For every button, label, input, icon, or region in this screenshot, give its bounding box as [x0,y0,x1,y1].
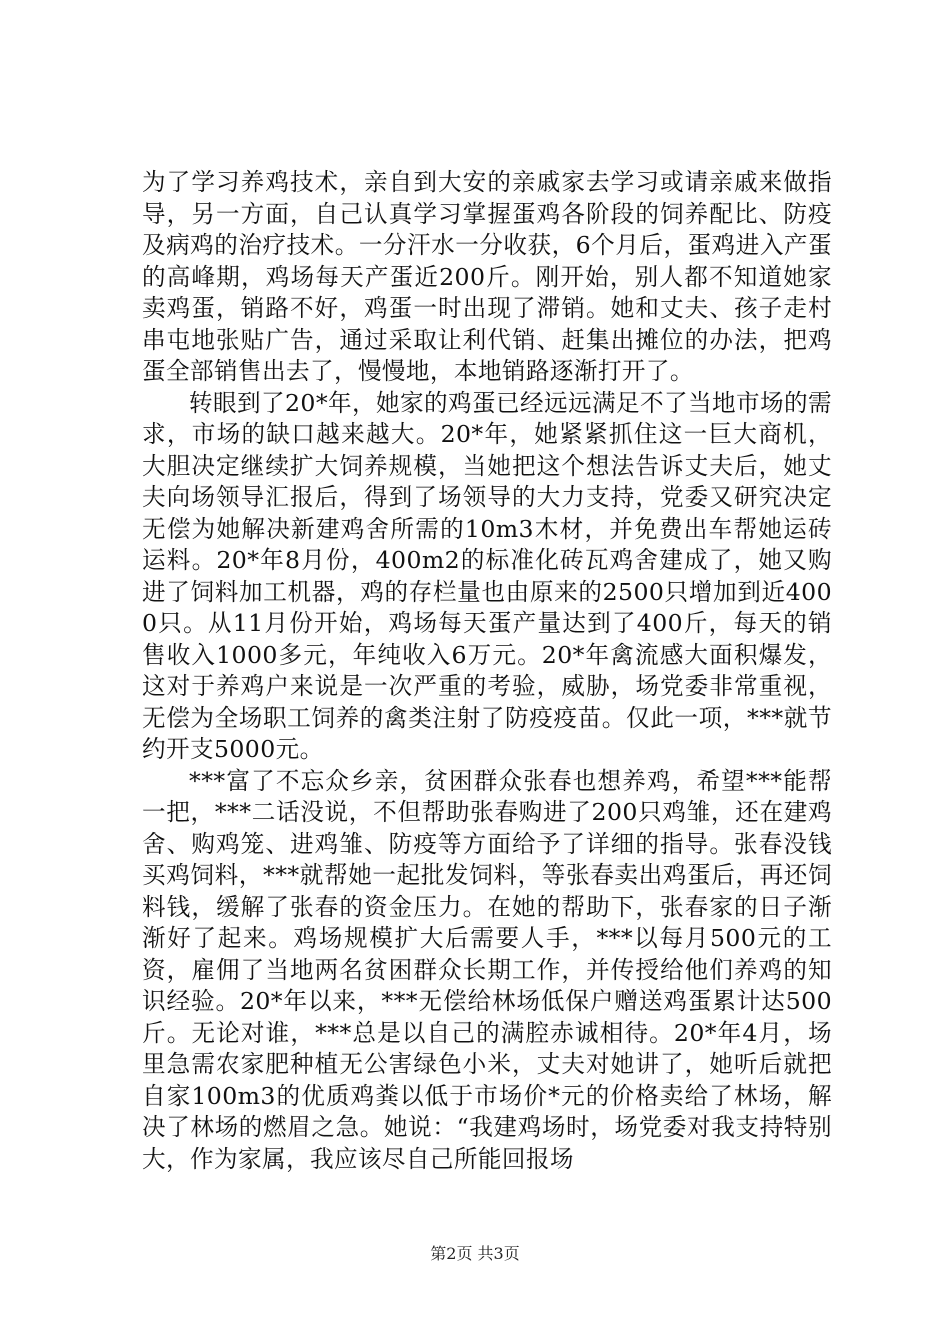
paragraph-1: 为了学习养鸡技术，亲自到大安的亲戚家去学习或请亲戚来做指导，另一方面，自己认真学习掌握蛋鸡各阶段的饲养配比、防疫及病鸡的治疗技术。一分汗水一分收获，6个月后，蛋鸡进入产蛋的高峰期，鸡场每天产蛋近200斤。刚开始，别人都不知道她家卖鸡蛋，销路不好，鸡蛋一时出现了滞销。她和丈夫、孩子走村串屯地张贴广告，通过采取让利代销、赶集出摊位的办法，把鸡蛋全部销售出去了，慢慢地，本地销路逐渐打开了。 [142,168,832,385]
page-number-footer: 第2页 共3页 [430,1244,520,1263]
paragraph-2: 转眼到了20*年，她家的鸡蛋已经远远满足不了当地市场的需求，市场的缺口越来越大。20*年，她紧紧抓住这一巨大商机，大胆决定继续扩大饲养规模，当她把这个想法告诉丈夫后，她丈夫向场领导汇报后，得到了场领导的大力支持，党委又研究决定无偿为她解决新建鸡舍所需的10m3木材，并免费出车帮她运砖运料。20*年8月份，400m2的标准化砖瓦鸡舍建成了，她又购进了饲料加工机器，鸡的存栏量也由原来的2500只增加到近4000只。从11月份开始，鸡场每天蛋产量达到了400斤，每天的销售收入1000多元，年纯收入6万元。20*年禽流感大面积爆发，这对于养鸡户来说是一次严重的考验，威胁，场党委非常重视，无偿为全场职工饲养的禽类注射了防疫疫苗。仅此一项，***就节约开支5000元。 [142,388,832,763]
paragraph-3: ***富了不忘众乡亲，贫困群众张春也想养鸡，希望***能帮一把，***二话没说，不但帮助张春购进了200只鸡雏，还在建鸡舍、购鸡笼、进鸡雏、防疫等方面给予了详细的指导。张春没钱买鸡饲料，***就帮她一起批发饲料，等张春卖出鸡蛋后，再还饲料钱，缓解了张春的资金压力。在她的帮助下，张春家的日子渐渐好了起来。鸡场规模扩大后需要人手，***以每月500元的工资，雇佣了当地两名贫困群众长期工作，并传授给他们养鸡的知识经验。20*年以来，***无偿给林场低保户赠送鸡蛋累计达500斤。无论对谁，***总是以自己的满腔赤诚相待。20*年4月，场里急需农家肥种植无公害绿色小米，丈夫对她讲了，她听后就把自家100m3的优质鸡粪以低于市场价*元的价格卖给了林场，解决了林场的燃眉之急。她说：“我建鸡场时，场党委对我支持特别大，作为家属，我应该尽自己所能回报场 [142,766,832,1173]
document-body [142,167,832,1175]
